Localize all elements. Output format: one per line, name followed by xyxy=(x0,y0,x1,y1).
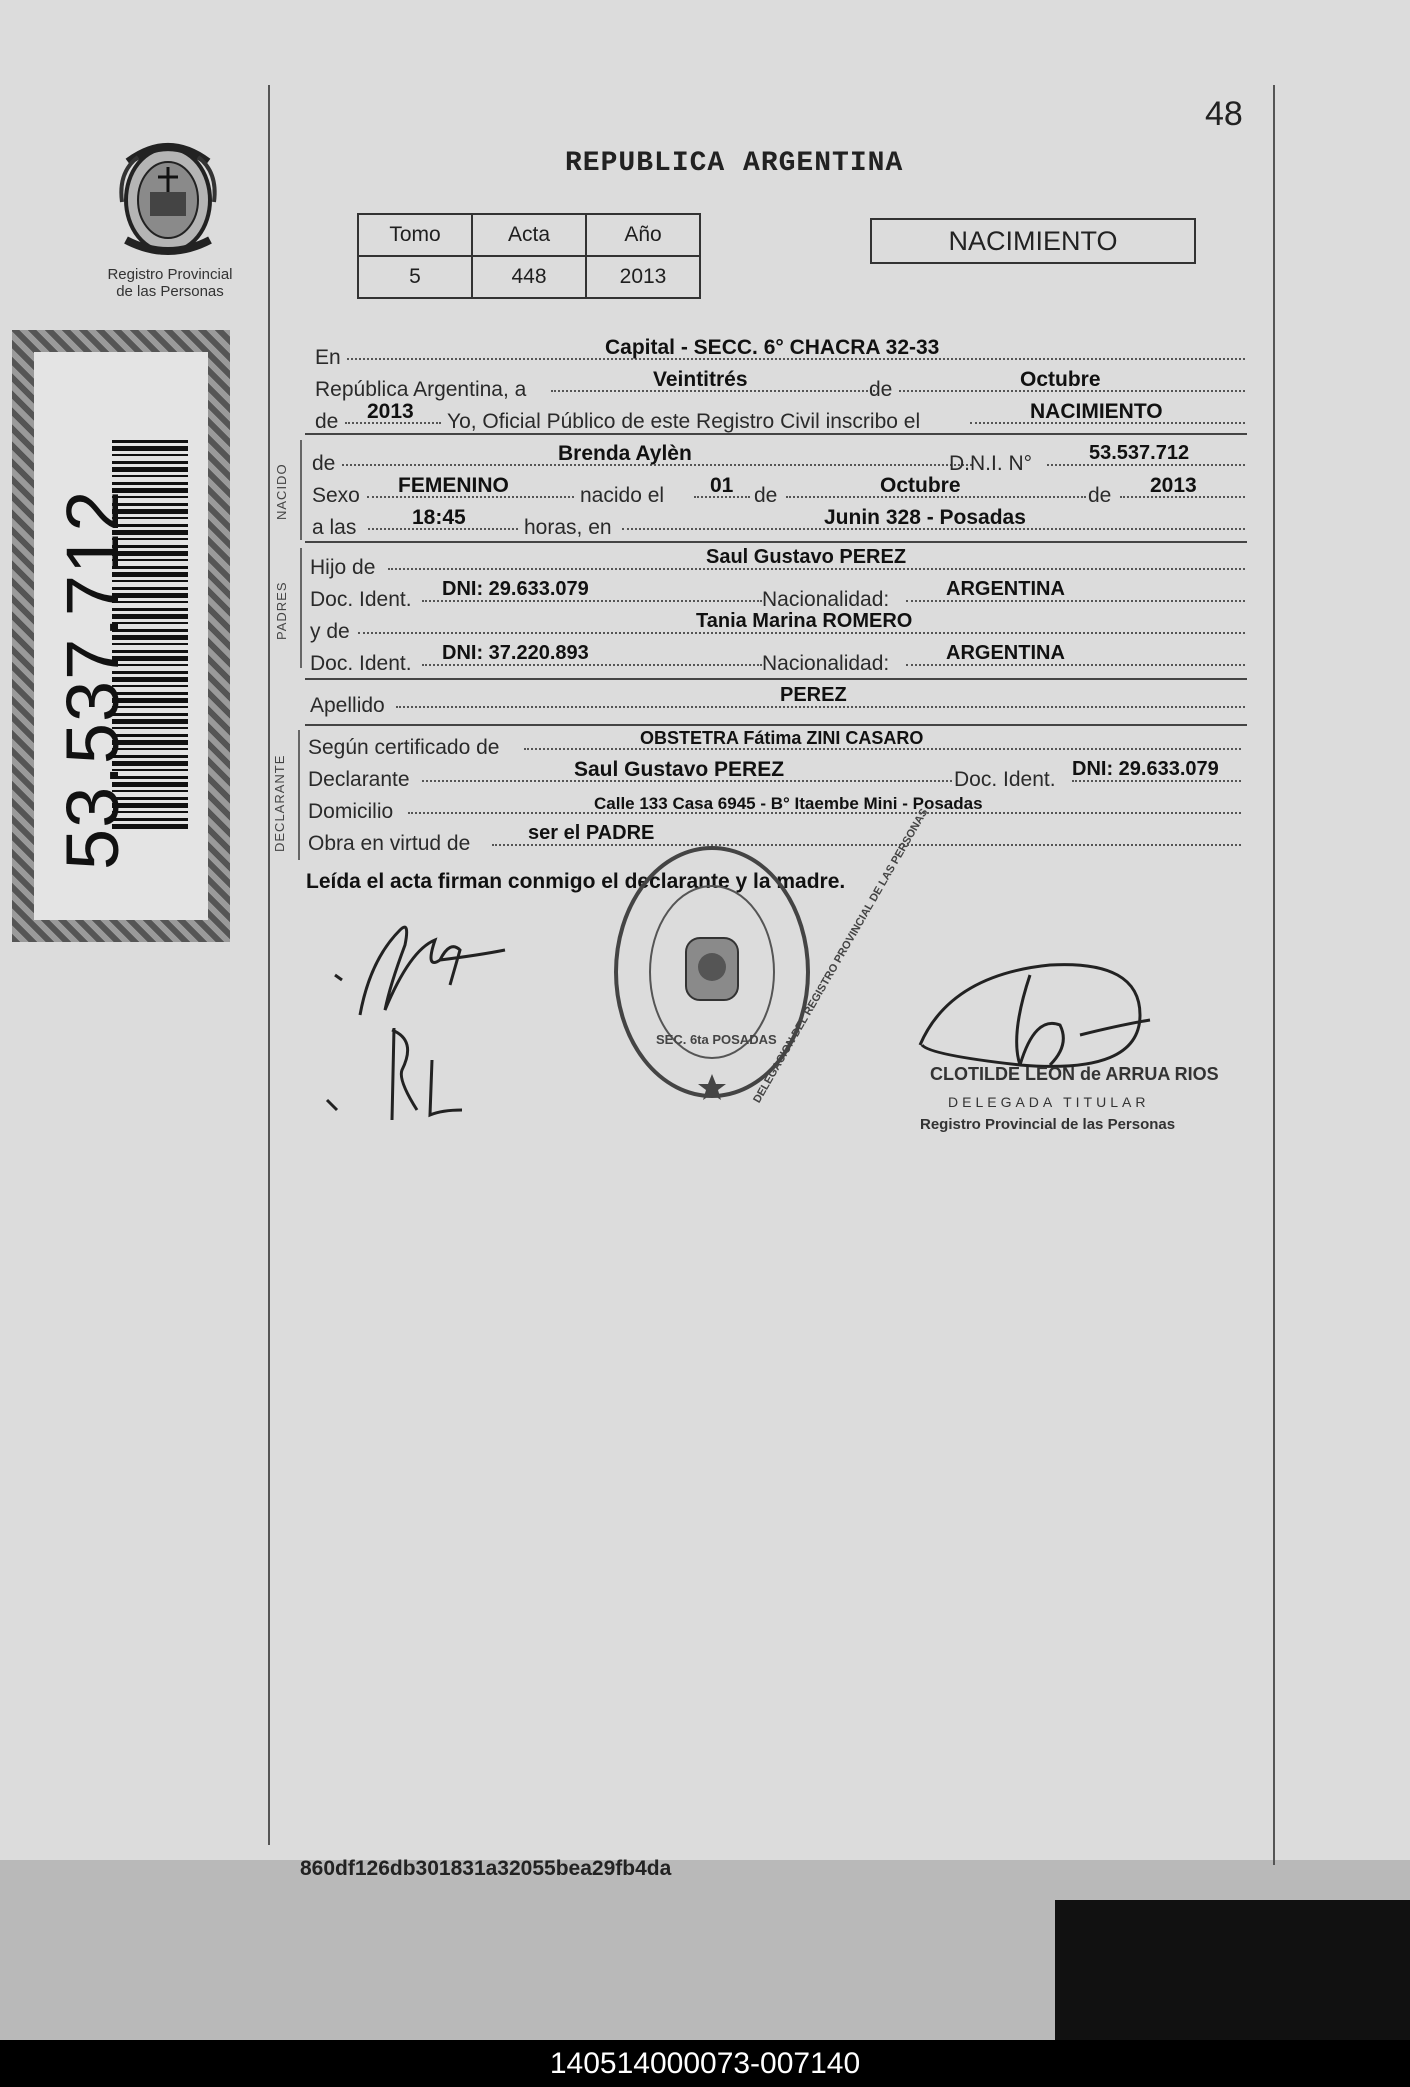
madre-doc-label: Doc. Ident. xyxy=(310,652,412,675)
de-label: de xyxy=(869,378,893,401)
acta-header: Acta xyxy=(472,214,586,256)
domicilio-value: Calle 133 Casa 6945 - B° Itaembe Mini - Posadas xyxy=(594,794,983,813)
scan-background xyxy=(1055,1900,1410,2040)
row-oficial xyxy=(315,400,1247,436)
padre-name: Saul Gustavo PEREZ xyxy=(706,546,907,568)
row-declarante xyxy=(308,758,1247,794)
hora-value: 18:45 xyxy=(412,506,466,529)
acta-value: 448 xyxy=(472,256,586,298)
de2-label: de xyxy=(315,410,339,433)
document-title: REPUBLICA ARGENTINA xyxy=(565,148,904,179)
nacido-label: nacido el xyxy=(580,484,665,507)
seal-ring-text: DELEGACION DEL REGISTRO PROVINCIAL DE LAS PERSONAS xyxy=(751,806,931,1106)
section-label-nacido: NACIDO xyxy=(274,463,289,520)
registry-label-line1: Registro Provincial xyxy=(107,266,233,283)
seal-inner-text: SEC. 6ta POSADAS xyxy=(656,1032,777,1047)
registry-label xyxy=(95,266,245,300)
document-hash: 860df126db301831a32055bea29fb4da xyxy=(300,1857,672,1880)
section-label-padres: PADRES xyxy=(274,581,289,640)
row-domicilio xyxy=(308,794,1247,826)
padre-nac: ARGENTINA xyxy=(946,578,1065,600)
mother-signature xyxy=(322,1010,482,1130)
closing-statement: Leída el acta firman conmigo el declarante y la madre. xyxy=(306,870,846,893)
padre-nac-label: Nacionalidad: xyxy=(762,588,890,611)
section-label-declarante: DECLARANTE xyxy=(272,754,287,852)
row-madre-doc xyxy=(310,642,1247,678)
declarante-label: Declarante xyxy=(308,768,410,791)
apellido-value: PEREZ xyxy=(780,684,847,706)
dni-label: D.N.I. N° xyxy=(949,452,1033,475)
declarante-doc: DNI: 29.633.079 xyxy=(1072,758,1219,780)
sexo-label: Sexo xyxy=(312,484,360,507)
domicilio-label: Domicilio xyxy=(308,800,394,823)
certificado-label: Según certificado de xyxy=(308,736,500,759)
obra-label: Obra en virtud de xyxy=(308,832,471,855)
section-divider xyxy=(305,433,1247,435)
nacido-month: Octubre xyxy=(880,474,961,497)
nacido-day: 01 xyxy=(710,474,734,497)
year-value: 2013 xyxy=(367,400,414,423)
day-value: Veintitrés xyxy=(653,368,748,391)
madre-name: Tania Marina ROMERO xyxy=(696,610,913,632)
obra-value: ser el PADRE xyxy=(528,822,655,844)
month-value: Octubre xyxy=(1020,368,1101,391)
padre-doc-label: Doc. Ident. xyxy=(310,588,412,611)
hora-label: a las xyxy=(312,516,357,539)
declarante-value: Saul Gustavo PEREZ xyxy=(574,758,785,781)
record-type-box: NACIMIENTO xyxy=(870,218,1196,264)
registry-label-line2: de las Personas xyxy=(116,283,224,300)
oficial-text: Yo, Oficial Público de este Registro Civil inscribo el xyxy=(447,410,921,433)
yde-label: y de xyxy=(310,620,350,643)
page-number: 48 xyxy=(1205,95,1243,133)
en-label: En xyxy=(315,346,341,369)
tomo-value: 5 xyxy=(358,256,472,298)
official-role: DELEGADA TITULAR xyxy=(948,1094,1150,1110)
madre-nac-label: Nacionalidad: xyxy=(762,652,890,675)
official-office: Registro Provincial de las Personas xyxy=(920,1116,1176,1133)
apellido-label: Apellido xyxy=(310,694,385,717)
section-divider xyxy=(305,724,1247,726)
section-divider xyxy=(305,541,1247,543)
hijo-label: Hijo de xyxy=(310,556,376,579)
id-sticker xyxy=(12,330,230,942)
left-margin-line xyxy=(268,85,270,1845)
province-coat-of-arms-logo xyxy=(108,132,228,262)
en-value: Capital - SECC. 6° CHACRA 32-33 xyxy=(605,336,940,359)
ano-value: 2013 xyxy=(586,256,700,298)
tomo-header: Tomo xyxy=(358,214,472,256)
nacido-year: 2013 xyxy=(1150,474,1197,497)
id-number-vertical: 53.537.712 xyxy=(51,489,134,870)
row-hora xyxy=(312,506,1247,542)
madre-doc: DNI: 37.220.893 xyxy=(442,642,589,664)
right-margin-line xyxy=(1273,85,1275,1865)
row-en xyxy=(315,336,1247,372)
certificado-value: OBSTETRA Fátima ZINI CASARO xyxy=(640,728,924,748)
footer-bar xyxy=(0,2040,1410,2087)
inscribo-value: NACIMIENTO xyxy=(1030,400,1163,423)
nacido-de2-label: de xyxy=(1088,484,1112,507)
nombre-value: Brenda Aylèn xyxy=(558,442,692,465)
nacido-de-label: de xyxy=(754,484,778,507)
footer-code: 140514000073-007140 xyxy=(549,2047,861,2080)
lugar-value: Junin 328 - Posadas xyxy=(824,506,1026,529)
declarante-doc-label: Doc. Ident. xyxy=(954,768,1056,791)
official-name: CLOTILDE LEON de ARRUA RIOS xyxy=(930,1064,1219,1084)
ano-header: Año xyxy=(586,214,700,256)
section-divider xyxy=(305,678,1247,680)
madre-nac: ARGENTINA xyxy=(946,642,1065,664)
book-reference-table xyxy=(357,213,701,299)
nombre-label: de xyxy=(312,452,336,475)
republica-label: República Argentina, a xyxy=(315,378,527,401)
official-seal xyxy=(612,806,931,1106)
sexo-value: FEMENINO xyxy=(398,474,509,497)
dni-value: 53.537.712 xyxy=(1089,442,1190,464)
row-apellido xyxy=(310,684,1247,720)
padre-doc: DNI: 29.633.079 xyxy=(442,578,589,600)
horas-en-label: horas, en xyxy=(524,516,612,539)
